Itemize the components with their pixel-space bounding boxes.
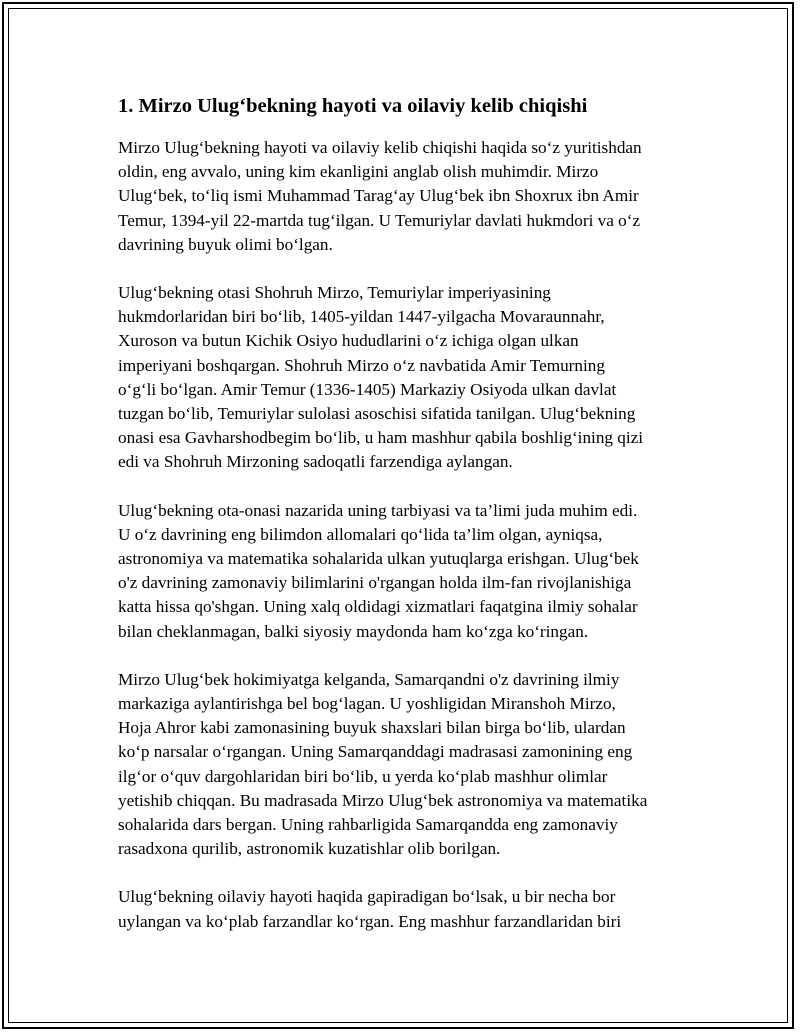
document-body bbox=[118, 93, 688, 958]
text-line: edi va Shohruh Mirzoning sadoqatli farzendiga aylangan. bbox=[118, 452, 513, 472]
text-line: imperiyani boshqargan. Shohruh Mirzo o‘z navbatida Amir Temurning bbox=[118, 355, 605, 375]
text-line: Xuroson va butun Kichik Osiyo hududlarini o‘z ichiga olgan ulkan bbox=[118, 331, 579, 351]
text-line: oldin, eng avvalo, uning kim ekanligini anglab olish muhimdir. Mirzo bbox=[118, 162, 599, 182]
text-line: onasi esa Gavharshodbegim bo‘lib, u ham mashhur qabila boshlig‘ining qizi bbox=[118, 428, 644, 448]
text-line: o‘g‘li bo‘lgan. Amir Temur (1336-1405) Markaziy Osiyoda ulkan davlat bbox=[118, 379, 617, 399]
text-line: hukmdorlaridan biri bo‘lib, 1405-yildan 1447-yilgacha Movaraunnahr, bbox=[118, 307, 605, 327]
section-heading: 1. Mirzo Ulug‘bekning hayoti va oilaviy kelib chiqishi bbox=[118, 95, 588, 117]
text-line: ko‘p narsalar o‘rgangan. Uning Samarqanddagi madrasasi zamonining eng bbox=[118, 742, 633, 762]
text-line: astronomiya va matematika sohalarida ulkan yutuqlarga erishgan. Ulug‘bek bbox=[118, 549, 639, 569]
text-line: sohalarida dars bergan. Uning rahbarligida Samarqandda eng zamonaviy bbox=[118, 815, 618, 835]
text-line: ilg‘or o‘quv dargohlaridan biri bo‘lib, u yerda ko‘plab mashhur olimlar bbox=[118, 766, 608, 786]
text-line: Ulug‘bek, to‘liq ismi Muhammad Tarag‘ay Ulug‘bek ibn Shoxrux ibn Amir bbox=[118, 186, 639, 206]
text-line: rasadxona qurilib, astronomik kuzatishlar olib borilgan. bbox=[118, 839, 501, 859]
paragraph-2 bbox=[118, 281, 688, 475]
text-line: Temur, 1394-yil 22-martda tug‘ilgan. U Temuriylar davlati hukmdori va o‘z bbox=[118, 210, 641, 230]
paragraph-5 bbox=[118, 885, 688, 933]
text-line: yetishib chiqqan. Bu madrasada Mirzo Ulug‘bek astronomiya va matematika bbox=[118, 790, 648, 810]
text-line: katta hissa qo'shgan. Uning xalq oldidagi xizmatlari faqatgina ilmiy sohalar bbox=[118, 597, 638, 617]
text-line: markaziga aylantirishga bel bog‘lagan. U yoshligidan Miranshoh Mirzo, bbox=[118, 694, 616, 714]
text-line: Ulug‘bekning otasi Shohruh Mirzo, Temuriylar imperiyasining bbox=[118, 283, 551, 303]
text-line: Mirzo Ulug‘bek hokimiyatga kelganda, Samarqandni o'z davrining ilmiy bbox=[118, 669, 620, 689]
text-line: Ulug‘bekning oilaviy hayoti haqida gapiradigan bo‘lsak, u bir necha bor bbox=[118, 887, 616, 907]
text-line: bilan cheklanmagan, balki siyosiy maydonda ham ko‘zga ko‘ringan. bbox=[118, 621, 589, 641]
text-line: davrining buyuk olimi bo‘lgan. bbox=[118, 234, 333, 254]
paragraph-1 bbox=[118, 136, 688, 257]
text-line: U o‘z davrining eng bilimdon allomalari qo‘lida ta’lim olgan, ayniqsa, bbox=[118, 524, 603, 544]
text-line: o'z davrining zamonaviy bilimlarini o'rgangan holda ilm-fan rivojlanishiga bbox=[118, 573, 632, 593]
paragraph-3 bbox=[118, 499, 688, 644]
text-line: tuzgan bo‘lib, Temuriylar sulolasi asoschisi sifatida tanilgan. Ulug‘bekning bbox=[118, 404, 636, 424]
text-line: Mirzo Ulug‘bekning hayoti va oilaviy kelib chiqishi haqida so‘z yuritishdan bbox=[118, 138, 642, 157]
text-line: Hoja Ahror kabi zamonasining buyuk shaxslari bilan birga bo‘lib, ulardan bbox=[118, 718, 626, 738]
paragraph-4 bbox=[118, 668, 688, 862]
text-line: uylangan va ko‘plab farzandlar ko‘rgan. Eng mashhur farzandlaridan biri bbox=[118, 911, 622, 931]
text-line: Ulug‘bekning ota-onasi nazarida uning tarbiyasi va ta’limi juda muhim edi. bbox=[118, 500, 638, 520]
